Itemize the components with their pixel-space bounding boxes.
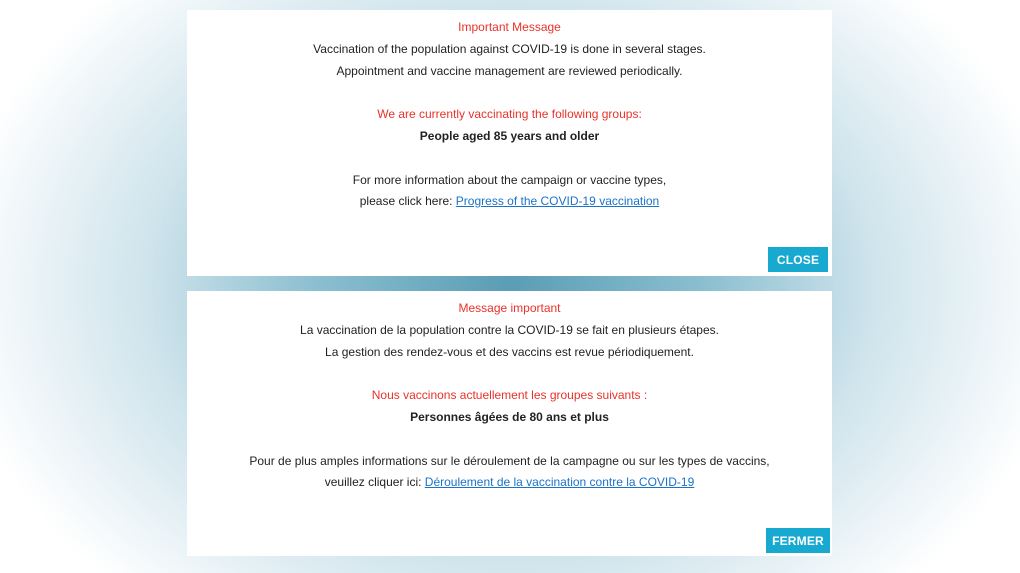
click-here-line <box>187 193 832 209</box>
message-line: Vaccination of the population against COVID-19 is done in several stages. <box>313 42 706 56</box>
french-message-dialog <box>187 291 832 556</box>
dialog-title: Message important <box>458 301 561 315</box>
vaccination-progress-link[interactable]: Déroulement de la vaccination contre la COVID-19 <box>424 475 695 489</box>
english-message-dialog <box>187 10 832 276</box>
info-line: For more information about the campaign or vaccine types, <box>352 173 667 187</box>
message-line: La vaccination de la population contre la COVID-19 se fait en plusieurs étapes. <box>300 323 719 337</box>
eligible-group: Personnes âgées de 80 ans et plus <box>410 410 609 424</box>
click-here-prefix: veuillez cliquer ici: <box>324 475 425 489</box>
click-here-line <box>187 474 832 490</box>
groups-heading: We are currently vaccinating the following groups: <box>377 107 642 121</box>
dialog-title: Important Message <box>458 20 561 34</box>
click-here-prefix: please click here: <box>359 194 456 208</box>
message-line: Appointment and vaccine management are reviewed periodically. <box>336 64 683 78</box>
vaccination-progress-link[interactable]: Progress of the COVID-19 vaccination <box>455 194 660 208</box>
close-button[interactable]: CLOSE <box>768 247 828 272</box>
fermer-button[interactable]: FERMER <box>766 528 830 553</box>
info-line: Pour de plus amples informations sur le déroulement de la campagne ou sur les types de vaccins, <box>249 454 770 468</box>
message-line: La gestion des rendez-vous et des vaccins est revue périodiquement. <box>325 345 694 359</box>
eligible-group: People aged 85 years and older <box>419 129 600 143</box>
groups-heading: Nous vaccinons actuellement les groupes suivants : <box>371 388 648 402</box>
